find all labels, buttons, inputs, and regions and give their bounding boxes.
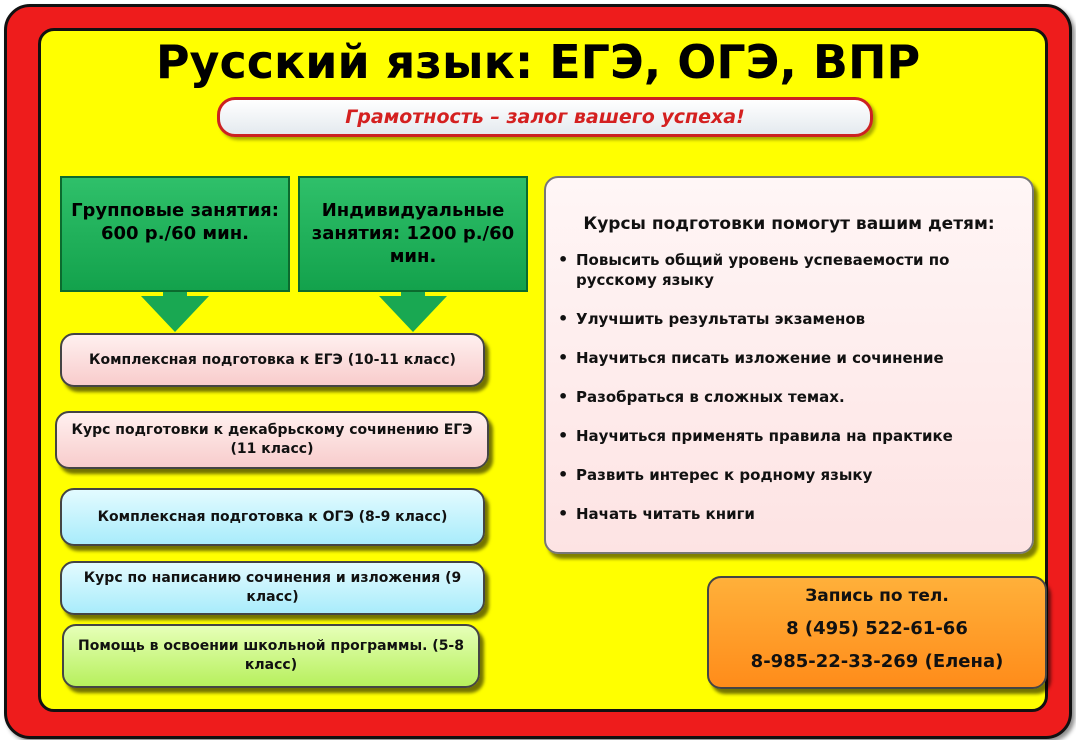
- contact-box: [707, 576, 1047, 689]
- course-december-essay: [55, 411, 489, 469]
- list-item: • Развить интерес к родному языку: [576, 465, 1026, 485]
- course-label: Комплексная подготовка к ЕГЭ (10-11 класс): [89, 351, 456, 368]
- slogan-banner: [217, 97, 873, 137]
- individual-arrow-head-icon: [379, 296, 447, 332]
- course-label: Комплексная подготовка к ОГЭ (8-9 класс): [97, 508, 448, 525]
- phone-primary: 8 (495) 522-61-66: [786, 618, 968, 639]
- course-label: Помощь в освоении школьной программы. (5-8 класс): [78, 638, 464, 673]
- benefits-list: [554, 250, 1026, 543]
- individual-price-text: Индивидуальные занятия: 1200 р./60 мин.: [311, 200, 515, 267]
- course-school-program: [62, 624, 480, 688]
- course-oge: [60, 488, 485, 546]
- individual-price-arrow: [298, 176, 528, 292]
- list-item: • Повысить общий уровень успеваемости по русскому языку: [576, 250, 1026, 290]
- list-item: • Разобраться в сложных темах.: [576, 387, 1026, 407]
- benefits-heading: Курсы подготовки помогут вашим детям:: [583, 214, 995, 234]
- benefits-panel: [544, 176, 1034, 554]
- list-item: • Научиться писать изложение и сочинение: [576, 348, 1026, 368]
- group-price-arrow: [60, 176, 290, 292]
- course-ege: [60, 333, 485, 387]
- course-label: Курс по написанию сочинения и изложения (9 класс): [83, 570, 462, 605]
- course-essay-writing: [60, 561, 485, 615]
- list-item: • Улучшить результаты экзаменов: [576, 309, 1026, 329]
- page-title: Русский язык: ЕГЭ, ОГЭ, ВПР: [155, 35, 921, 89]
- slogan-text: Грамотность – залог вашего успеха!: [345, 106, 745, 128]
- phone-secondary: 8-985-22-33-269 (Елена): [750, 651, 1004, 672]
- group-arrow-head-icon: [141, 296, 209, 332]
- contact-label: Запись по тел.: [805, 586, 949, 606]
- group-price-text: Групповые занятия: 600 р./60 мин.: [71, 200, 279, 244]
- course-label: Курс подготовки к декабрьскому сочинению ЕГЭ (11 класс): [71, 422, 473, 457]
- list-item: • Научиться применять правила на практике: [576, 426, 1026, 446]
- list-item: • Начать читать книги: [576, 504, 1026, 524]
